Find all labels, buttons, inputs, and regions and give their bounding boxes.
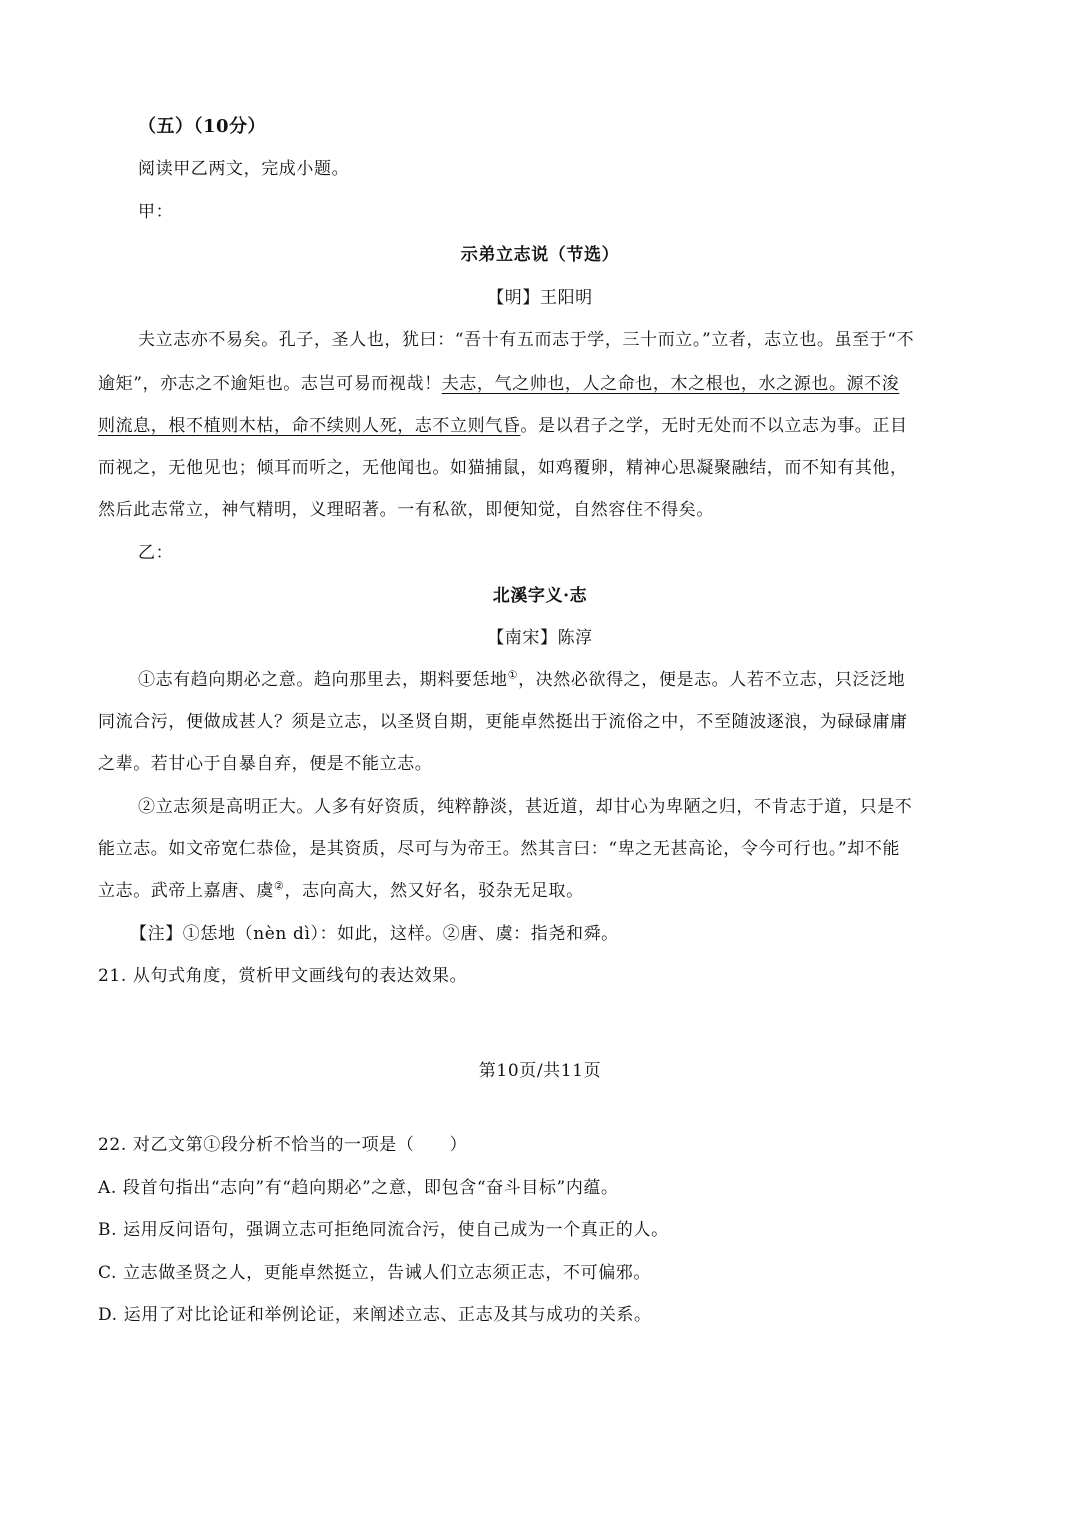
page-number: 第10页/共11页 [478, 1061, 602, 1081]
footnote-marker: ② [274, 879, 285, 893]
text-b-title: 北溪字义·志 [492, 586, 588, 606]
text-a-line [98, 411, 908, 436]
text-b-para2-line: 能立志。如文帝宽仁恭俭，是其资质，尽可与为帝王。然其言曰：“卑之无甚高论，令今可行也。”却不能 [98, 839, 901, 859]
para1-text: ①志有趋向期必之意。趋向那里去，期料要恁地 [138, 670, 508, 690]
text-a-line: 然后此志常立，神气精明，义理昭著。一有私欲，即便知觉，自然容住不得矣。 [98, 500, 714, 520]
text-a-plain: 逾矩”，亦志之不逾矩也。志岂可易而视哉！ [98, 374, 442, 394]
underlined-sentence: 夫志，气之帅也，人之命也，木之根也，水之源也。源不浚 [441, 374, 900, 394]
para2-text: ，志向高大，然又好名，驳杂无足取。 [284, 881, 584, 901]
para2-text: 立志。武帝上嘉唐、虞 [98, 881, 274, 901]
text-b-para2-line [98, 876, 584, 901]
text-a-title: 示弟立志说（节选） [460, 245, 620, 265]
text-b-para1-line: 同流合污，便做成甚人？须是立志，以圣贤自期，更能卓然挺出于流俗之中，不至随波逐浪，为碌碌庸庸 [98, 712, 908, 732]
text-b-author: 【南宋】陈淳 [487, 628, 593, 648]
section-heading: （五）（10分） [138, 116, 267, 137]
text-b-label: 乙： [138, 543, 174, 563]
option-a: A. 段首句指出“志向”有“趋向期必”之意，即包含“奋斗目标”内蕴。 [98, 1178, 619, 1198]
option-b: B. 运用反问语句，强调立志可拒绝同流合污，使自己成为一个真正的人。 [98, 1220, 669, 1240]
text-a-plain: 。是以君子之学，无时无处而不以立志为事。正目 [520, 416, 908, 436]
text-a-line: 而视之，无他见也；倾耳而听之，无他闻也。如猫捕鼠，如鸡覆卵，精神心思凝聚融结，而不知有其他， [98, 458, 908, 478]
para1-text: ，决然必欲得之，便是志。人若不立志，只泛泛地 [518, 670, 906, 690]
text-a-author: 【明】王阳明 [487, 288, 593, 308]
instruction: 阅读甲乙两文，完成小题。 [138, 159, 350, 179]
text-a-line [98, 369, 899, 394]
text-b-para2-line: ②立志须是高明正大。人多有好资质，纯粹静淡，甚近道，却甘心为卑陋之归，不肯志于道，只是不 [138, 797, 913, 817]
footnote-marker: ① [507, 668, 519, 682]
underlined-sentence: 则流息，根不植则木枯，命不续则人死，志不立则气昏 [98, 416, 521, 436]
text-a-line: 夫立志亦不易矣。孔子，圣人也，犹曰：“吾十有五而志于学，三十而立。”立者，志立也。虽至于“不 [138, 330, 915, 350]
option-c: C. 立志做圣贤之人，更能卓然挺立，告诫人们立志须正志，不可偏邪。 [98, 1263, 652, 1283]
text-a-label: 甲： [138, 202, 174, 222]
text-b-para1-line [138, 665, 905, 690]
annotation-note: 【注】①恁地（nèn dì）：如此，这样。②唐、虞：指尧和舜。 [130, 924, 619, 944]
option-d: D. 运用了对比论证和举例论证，来阐述立志、正志及其与成功的关系。 [98, 1305, 652, 1325]
question-22: 22. 对乙文第①段分析不恰当的一项是（ ） [98, 1135, 468, 1155]
text-b-para1-line: 之辈。若甘心于自暴自弃，便是不能立志。 [98, 754, 433, 774]
question-21: 21. 从句式角度，赏析甲文画线句的表达效果。 [98, 966, 468, 986]
